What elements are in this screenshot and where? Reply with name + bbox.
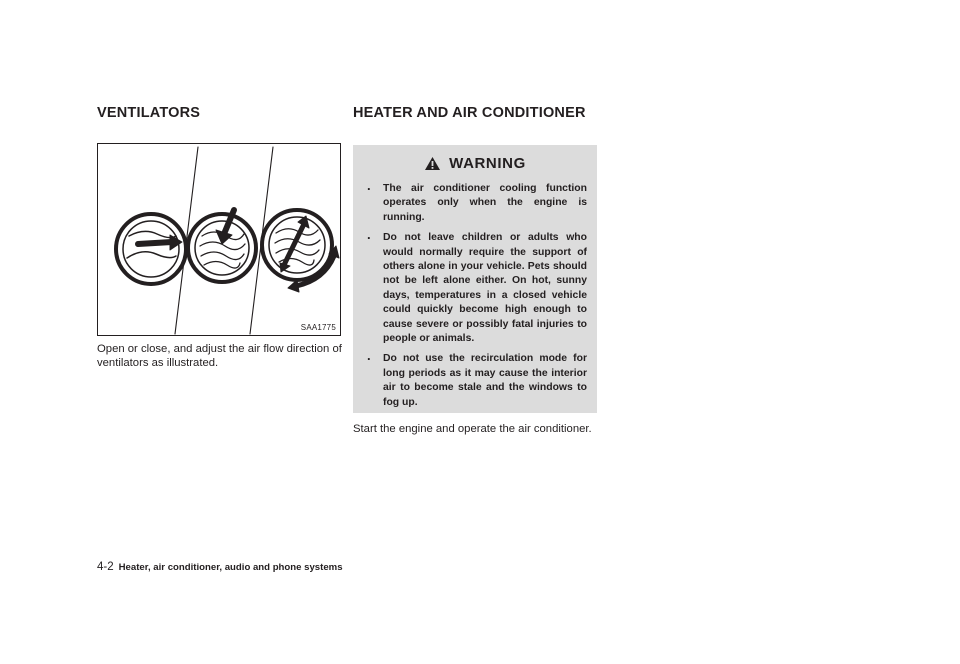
page-footer (97, 561, 343, 573)
vent-adjust (262, 210, 339, 292)
ventilators-description: Open or close, and adjust the air flow direction of ventilators as illustrated. (97, 343, 342, 369)
warning-label: WARNING (449, 154, 526, 172)
warning-title (353, 153, 597, 173)
warning-list (367, 178, 587, 416)
chapter-title: Heater, air conditioner, audio and phone systems (118, 562, 343, 573)
warning-box (353, 145, 597, 413)
vent-open (188, 210, 256, 282)
warning-item (367, 227, 587, 346)
bullet-icon: . (367, 227, 371, 243)
figure-code: SAA1775 (300, 323, 336, 332)
ventilator-illustration (97, 143, 341, 336)
vent-closed (116, 214, 186, 284)
warning-item (367, 348, 587, 410)
bullet-icon: . (367, 178, 371, 193)
warning-icon (424, 156, 441, 171)
page-number: 4-2 (97, 561, 114, 573)
warning-item-text: Do not leave children or adults who would normally require the support of others alone in your vehicle. Pets should not be left alone either. On hot, sunny days, temperatures in a closed vehicle could quickly become high enough to cause severe or possibly fatal injuries to people or animals. (383, 232, 587, 345)
heater-ac-description: Start the engine and operate the air conditioner. (353, 423, 592, 435)
warning-item-text: Do not use the recirculation mode for long periods as it may cause the interior air to become stale and the windows to fog up. (383, 353, 587, 408)
ventilator-drawing (98, 144, 342, 337)
bullet-icon: . (367, 348, 371, 364)
warning-item-text: The air conditioner cooling function operates only when the engine is running. (383, 183, 587, 223)
section-heading-heater-ac: HEATER AND AIR CONDITIONER (353, 105, 586, 121)
section-heading-ventilators: VENTILATORS (97, 105, 201, 121)
warning-item (367, 178, 587, 225)
